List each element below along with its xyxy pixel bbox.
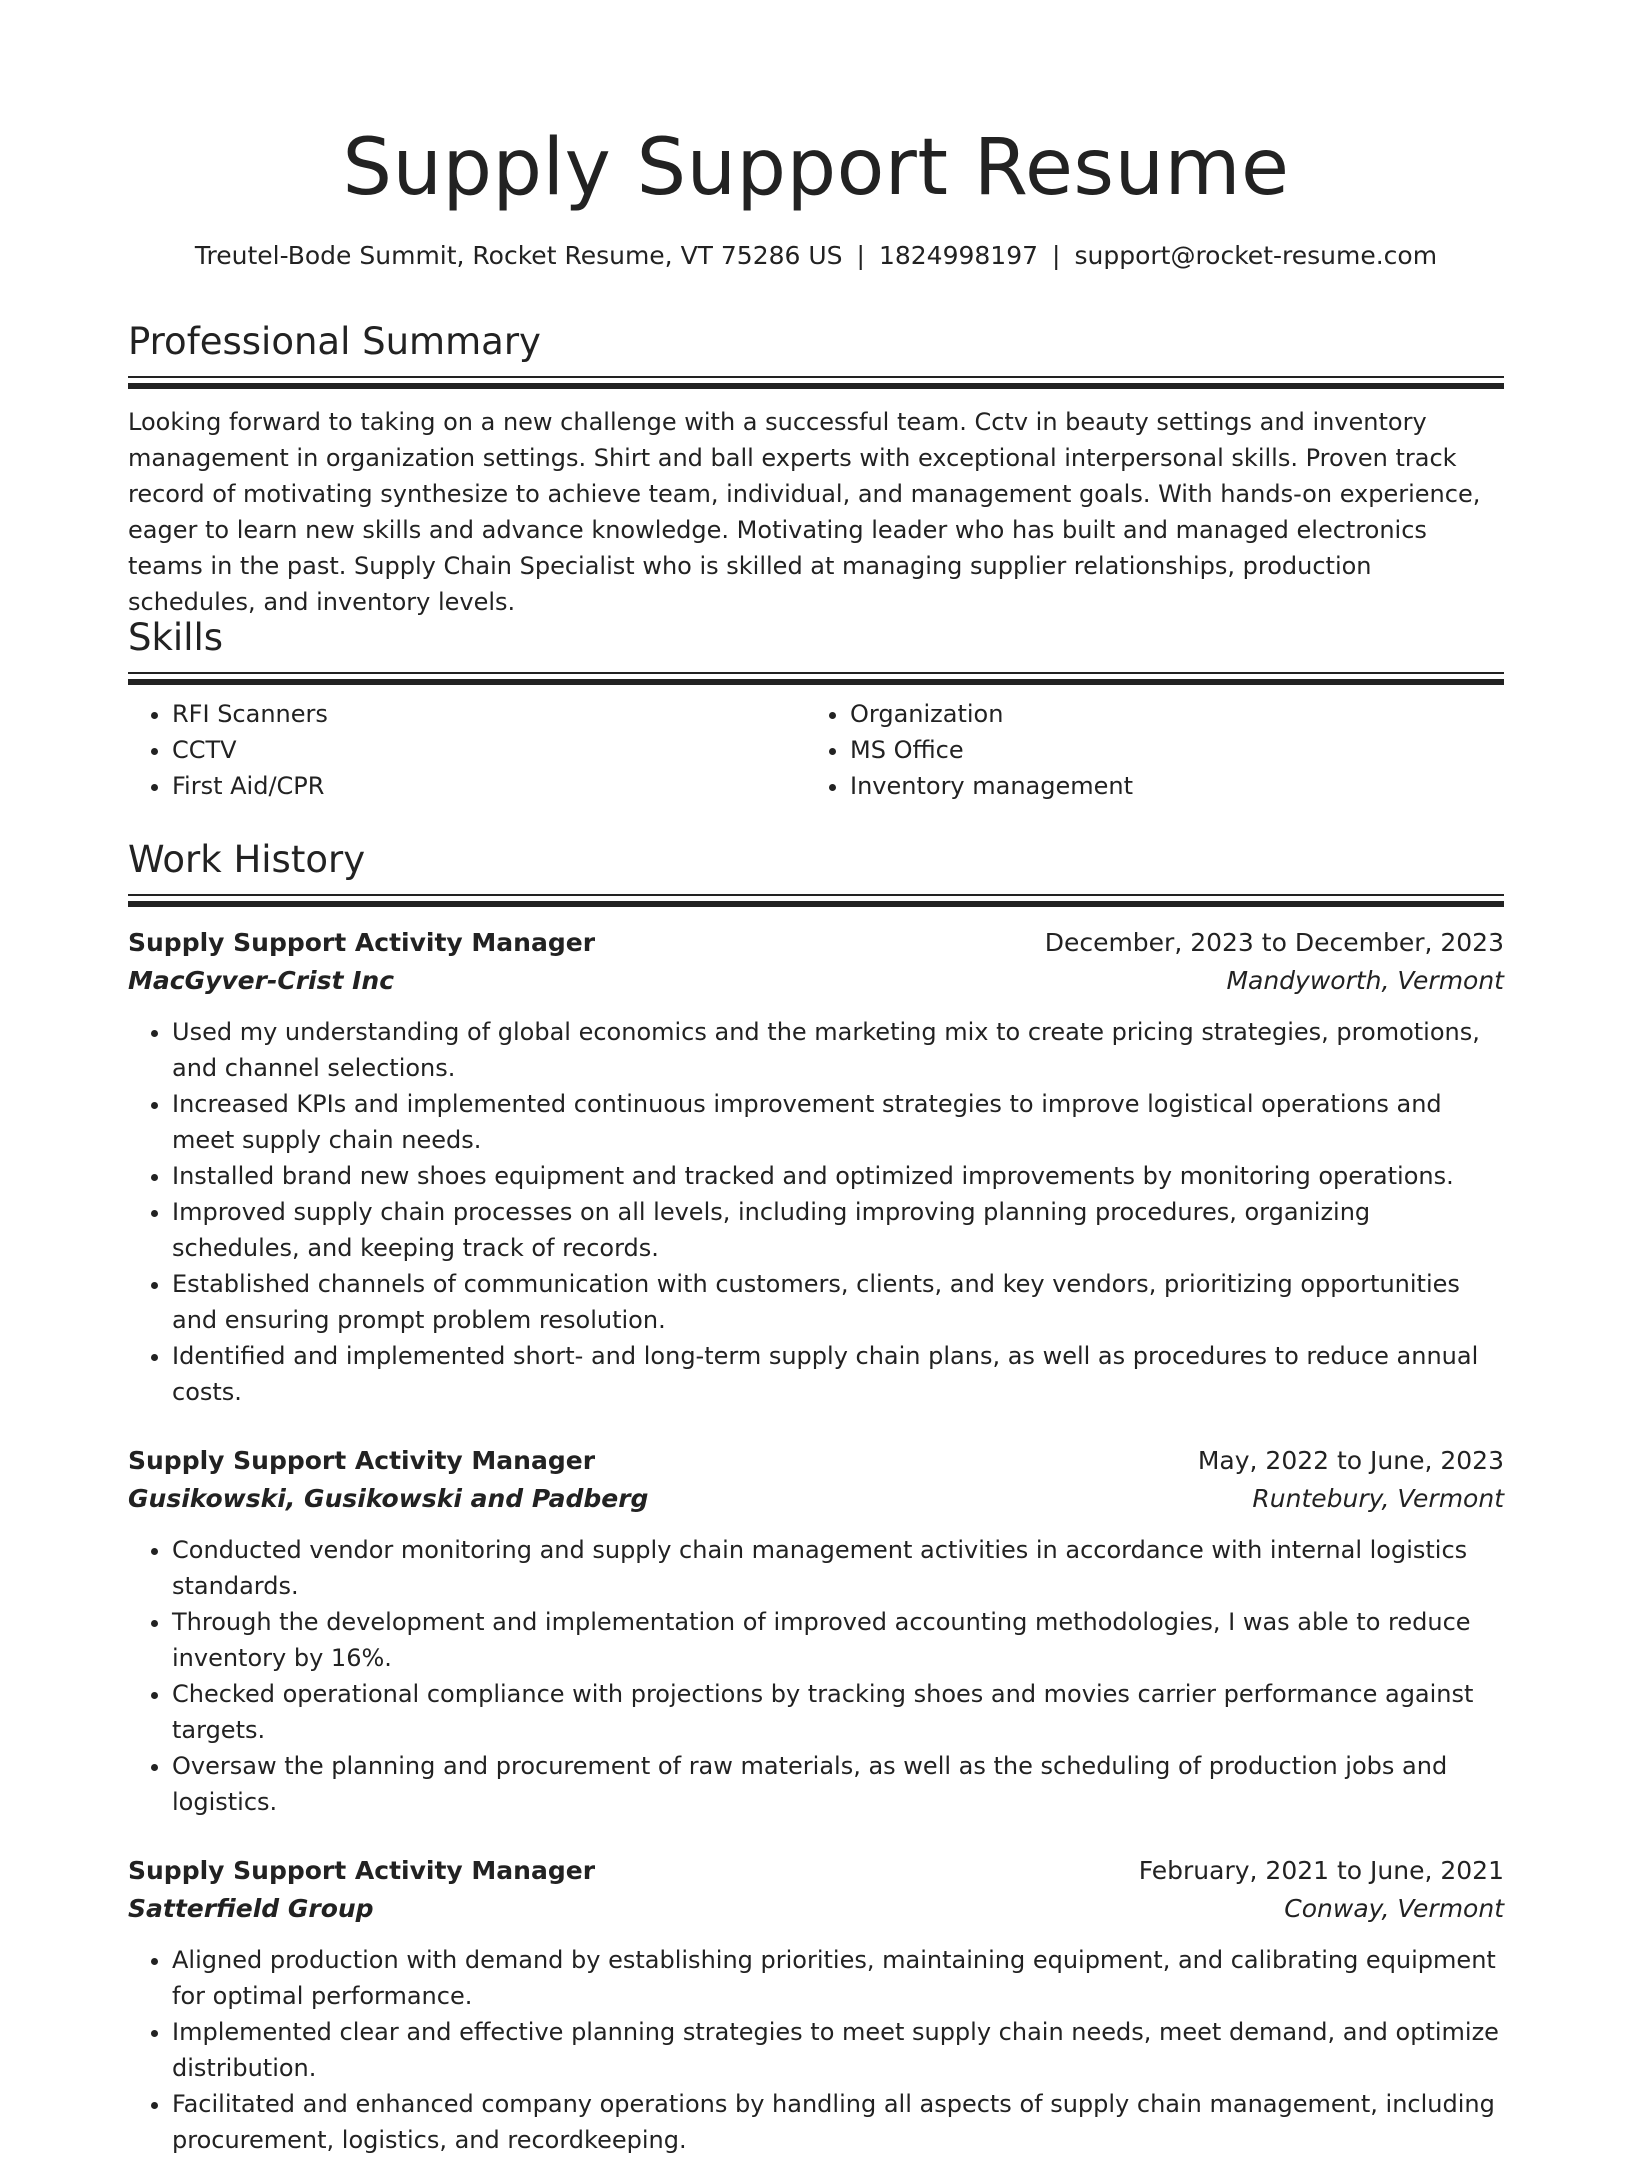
job-entry (128, 924, 1504, 1410)
job-header-row (128, 1852, 1504, 1890)
summary-section (128, 318, 1504, 620)
job-dates: February, 2021 to June, 2021 (1138, 1856, 1504, 1885)
job-title: Supply Support Activity Manager (128, 928, 596, 957)
section-divider (128, 376, 1504, 388)
job-bullet: • Identified and implemented short- and long-term supply chain plans, as well as procedures to reduce annual costs. (172, 1338, 1504, 1410)
job-title: Supply Support Activity Manager (128, 1856, 596, 1885)
job-bullet: • Increased KPIs and implemented continuous improvement strategies to improve logistical operations and meet supply chain needs. (172, 1086, 1504, 1158)
job-bullet: • Installed brand new shoes equipment and tracked and optimized improvements by monitoring operations. (172, 1158, 1504, 1194)
job-bullet: • Improved supply chain processes on all levels, including improving planning procedures, organizing schedules, and keeping track of records. (172, 1194, 1504, 1266)
section-divider (128, 894, 1504, 906)
contact-address: Treutel-Bode Summit, Rocket Resume, VT 75286 US (194, 241, 843, 270)
skill-item: • RFI Scanners (172, 696, 806, 732)
section-divider (128, 672, 1504, 684)
job-company-row (128, 962, 1504, 1000)
work-history-section (128, 836, 1504, 2158)
job-company-row (128, 1890, 1504, 1928)
job-company: MacGyver-Crist Inc (128, 966, 395, 995)
summary-text: Looking forward to taking on a new challenge with a successful team. Cctv in beauty settings and inventory management in organization settings. Shirt and ball experts with exceptional interpersonal skills. Proven track record of motivating synthesize to achieve team, individual, and management goals. With hands-on experience, eager to learn new skills and advance knowledge. Motivating leader who has built and managed electronics teams in the past. Supply Chain Specialist who is skilled at managing supplier relationships, production schedules, and inventory levels. (128, 408, 1481, 616)
job-bullet: • Aligned production with demand by establishing priorities, maintaining equipment, and calibrating equipment for optimal performance. (172, 1942, 1504, 2014)
contact-phone: 1824998197 (878, 241, 1039, 270)
job-company: Gusikowski, Gusikowski and Padberg (128, 1484, 649, 1513)
job-bullets (128, 1532, 1504, 1820)
job-bullet: • Oversaw the planning and procurement of raw materials, as well as the scheduling of production jobs and logistics. (172, 1748, 1504, 1820)
skill-item: • Inventory management (850, 768, 1484, 804)
job-bullets (128, 1014, 1504, 1410)
job-header-row (128, 1442, 1504, 1480)
skill-item: • First Aid/CPR (172, 768, 806, 804)
job-bullet: • Conducted vendor monitoring and supply chain management activities in accordance with internal logistics standards. (172, 1532, 1504, 1604)
job-dates: December, 2023 to December, 2023 (1044, 928, 1504, 957)
job-title: Supply Support Activity Manager (128, 1446, 596, 1475)
job-entry (128, 1442, 1504, 1820)
job-bullet: • Implemented clear and effective planning strategies to meet supply chain needs, meet demand, and optimize distribution. (172, 2014, 1504, 2086)
skills-column-left (128, 696, 806, 804)
job-bullet: • Checked operational compliance with projections by tracking shoes and movies carrier performance against targets. (172, 1676, 1504, 1748)
skills-heading: Skills (128, 616, 224, 659)
summary-heading: Professional Summary (128, 320, 541, 363)
job-bullet: • Used my understanding of global economics and the marketing mix to create pricing strategies, promotions, and channel selections. (172, 1014, 1504, 1086)
contact-line (128, 238, 1504, 274)
job-location: Runtebury, Vermont (1252, 1484, 1504, 1513)
job-bullet: • Established channels of communication with customers, clients, and key vendors, prioritizing opportunities and ensuring prompt problem resolution. (172, 1266, 1504, 1338)
skills-grid (128, 696, 1504, 804)
skills-column-right (806, 696, 1484, 804)
job-bullet: • Through the development and implementation of improved accounting methodologies, I was able to reduce inventory by 16%. (172, 1604, 1504, 1676)
skill-item: • MS Office (850, 732, 1484, 768)
resume-title: Supply Support Resume (342, 123, 1290, 213)
contact-email: support@rocket-resume.com (1074, 241, 1438, 270)
job-location: Mandyworth, Vermont (1226, 966, 1504, 995)
skills-section (128, 614, 1504, 804)
skill-item: • Organization (850, 696, 1484, 732)
job-dates: May, 2022 to June, 2023 (1197, 1446, 1504, 1475)
work-history-heading: Work History (128, 838, 366, 881)
job-company-row (128, 1480, 1504, 1518)
job-location: Conway, Vermont (1284, 1894, 1504, 1923)
job-entry (128, 1852, 1504, 2158)
contact-separator: | (856, 241, 865, 270)
contact-separator: | (1052, 241, 1061, 270)
skill-item: • CCTV (172, 732, 806, 768)
job-bullet: • Facilitated and enhanced company operations by handling all aspects of supply chain management, including procurement, logistics, and recordkeeping. (172, 2086, 1504, 2158)
job-company: Satterfield Group (128, 1894, 374, 1923)
job-header-row (128, 924, 1504, 962)
job-bullets (128, 1942, 1504, 2158)
